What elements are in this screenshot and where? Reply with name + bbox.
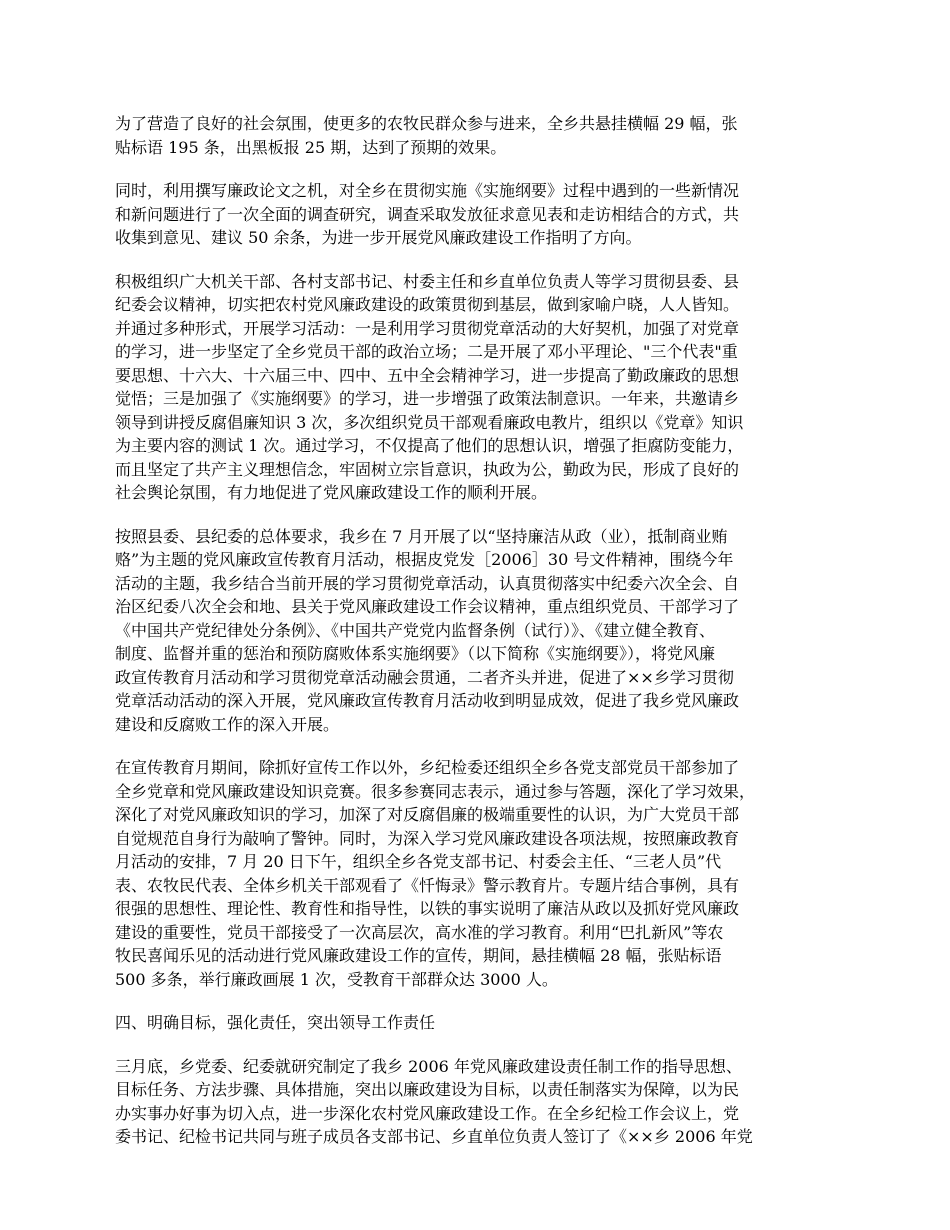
document-body — [115, 112, 850, 1169]
text-line: 全乡党章和党风廉政建设知识竞赛。很多参赛同志表示，通过参与答题，深化了学习效果， — [115, 781, 756, 801]
text-line: 建设的重要性，党员干部接受了一次高层次，高水准的学习教育。利用“巴扎新风”等农 — [115, 922, 724, 942]
text-line: 《中国共产党纪律处分条例》、《中国共产党党内监督条例（试行）》、《建立健全教育、 — [115, 620, 716, 640]
paragraph-7 — [115, 1055, 850, 1149]
text-line: 为主要内容的测试 1 次。通过学习，不仅提高了他们的思想认识，增强了拒腐防变能力， — [115, 436, 744, 455]
text-line: 治区纪委八次全会和地、县关于党风廉政建设工作会议精神，重点组织党员、干部学习了 — [115, 597, 740, 616]
text-line: 同时，利用撰写廉政论文之机，对全乡在贯彻实施《实施纲要》过程中遇到的一些新情况 — [115, 181, 740, 200]
text-line: 活动的主题，我乡结合当前开展的学习贯彻党章活动，认真贯彻落实中纪委六次全会、自 — [115, 573, 740, 593]
text-line: 领导到讲授反腐倡廉知识 3 次，多次组织党员干部观看廉政电教片，组织以《党章》知识 — [115, 412, 744, 432]
text-line: 党章活动活动的深入开展，党风廉政宣传教育月活动收到明显成效，促进了我乡党风廉政 — [115, 691, 740, 710]
text-line: 制度、监督并重的惩治和预防腐败体系实施纲要》（以下简称《实施纲要》），将党风廉 — [115, 644, 716, 663]
text-line: 深化了对党风廉政知识的学习，加深了对反腐倡廉的极端重要性的认识，为广大党员干部 — [115, 805, 740, 824]
text-line: 收集到意见、建议 50 余条，为进一步开展党风廉政建设工作指明了方向。 — [115, 228, 642, 247]
text-line: 在宣传教育月期间，除抓好宣传工作以外，乡纪检委还组织全乡各党支部党员干部参加了 — [115, 758, 740, 777]
text-line: 很强的思想性、理论性、教育性和指导性，以铁的事实说明了廉洁从政以及抓好党风廉政 — [115, 899, 740, 918]
text-line: 500 多条，举行廉政画展 1 次，受教育干部群众达 3000 人。 — [115, 969, 558, 989]
text-line: 办实事办好事为切入点，进一步深化农村党风廉政建设工作。在全乡纪检工作会议上，党 — [115, 1103, 740, 1123]
text-line: 政宣传教育月活动和学习贯彻党章活动融会贯通，二者齐头并进，促进了××乡学习贯彻 — [115, 667, 734, 687]
text-line: 而且坚定了共产主义理想信念，牢固树立宗旨意识，执政为公，勤政为民，形成了良好的 — [115, 459, 740, 479]
text-line: 要思想、十六大、十六届三中、四中、五中全会精神学习，进一步提高了勤政廉政的思想 — [115, 365, 740, 385]
heading-line: 四、明确目标，强化责任，突出领导工作责任 — [115, 1013, 436, 1032]
text-line: 赂”为主题的党风廉政宣传教育月活动，根据皮党发［2006］30 号文件精神，围绕今年 — [115, 550, 734, 569]
text-line: 按照县委、县纪委的总体要求，我乡在 7 月开展了以“坚持廉洁从政（业），抵制商业贿 — [115, 526, 728, 546]
text-line: 建设和反腐败工作的深入开展。 — [115, 714, 340, 734]
paragraph-1 — [115, 112, 850, 159]
paragraph-2 — [115, 179, 850, 250]
section-heading — [115, 1011, 850, 1035]
text-line: 为了营造了良好的社会氛围，使更多的农牧民群众参与进来，全乡共悬挂横幅 29 幅，张 — [115, 114, 738, 133]
text-line: 纪委会议精神，切实把农村党风廉政建设的政策贯彻到基层，做到家喻户晓，人人皆知。 — [115, 295, 740, 314]
text-line: 并通过多种形式，开展学习活动：一是利用学习贯彻党章活动的大好契机，加强了对党章 — [115, 318, 740, 338]
paragraph-3 — [115, 270, 850, 505]
text-line: 表、农牧民代表、全体乡机关干部观看了《忏悔录》警示教育片。专题片结合事例，具有 — [115, 875, 740, 895]
text-line: 自觉规范自身行为敲响了警钟。同时，为深入学习党风廉政建设各项法规，按照廉政教育 — [115, 828, 740, 848]
text-line: 委书记、纪检书记共同与班子成员各支部书记、乡直单位负责人签订了《××乡 2006 年党 — [115, 1127, 753, 1146]
text-line: 和新问题进行了一次全面的调查研究，调查采取发放征求意见表和走访相结合的方式，共 — [115, 204, 740, 224]
text-line: 积极组织广大机关干部、各村支部书记、村委主任和乡直单位负责人等学习贯彻县委、县 — [115, 271, 740, 291]
text-line: 社会舆论氛围，有力地促进了党风廉政建设工作的顺利开展。 — [115, 483, 548, 502]
text-line: 贴标语 195 条，出黑板报 25 期，达到了预期的效果。 — [115, 137, 507, 157]
text-line: 三月底，乡党委、纪委就研究制定了我乡 2006 年党风廉政建设责任制工作的指导思想、 — [115, 1056, 742, 1076]
text-line: 月活动的安排，7 月 20 日下午，组织全乡各党支部书记、村委会主任、“三老人员”代 — [115, 852, 722, 871]
paragraph-4 — [115, 525, 850, 737]
text-line: 牧民喜闻乐见的活动进行党风廉政建设工作的宣传，期间，悬挂横幅 28 幅，张贴标语 — [115, 946, 722, 965]
text-line: 觉悟；三是加强了《实施纲要》的学习，进一步增强了政策法制意识。一年来，共邀请乡 — [115, 389, 740, 408]
text-line: 目标任务、方法步骤、具体措施，突出以廉政建设为目标，以责任制落实为保障，以为民 — [115, 1080, 740, 1099]
text-line: 的学习，进一步坚定了全乡党员干部的政治立场；二是开展了邓小平理论、"三个代表"重 — [115, 342, 738, 361]
paragraph-5 — [115, 756, 850, 991]
